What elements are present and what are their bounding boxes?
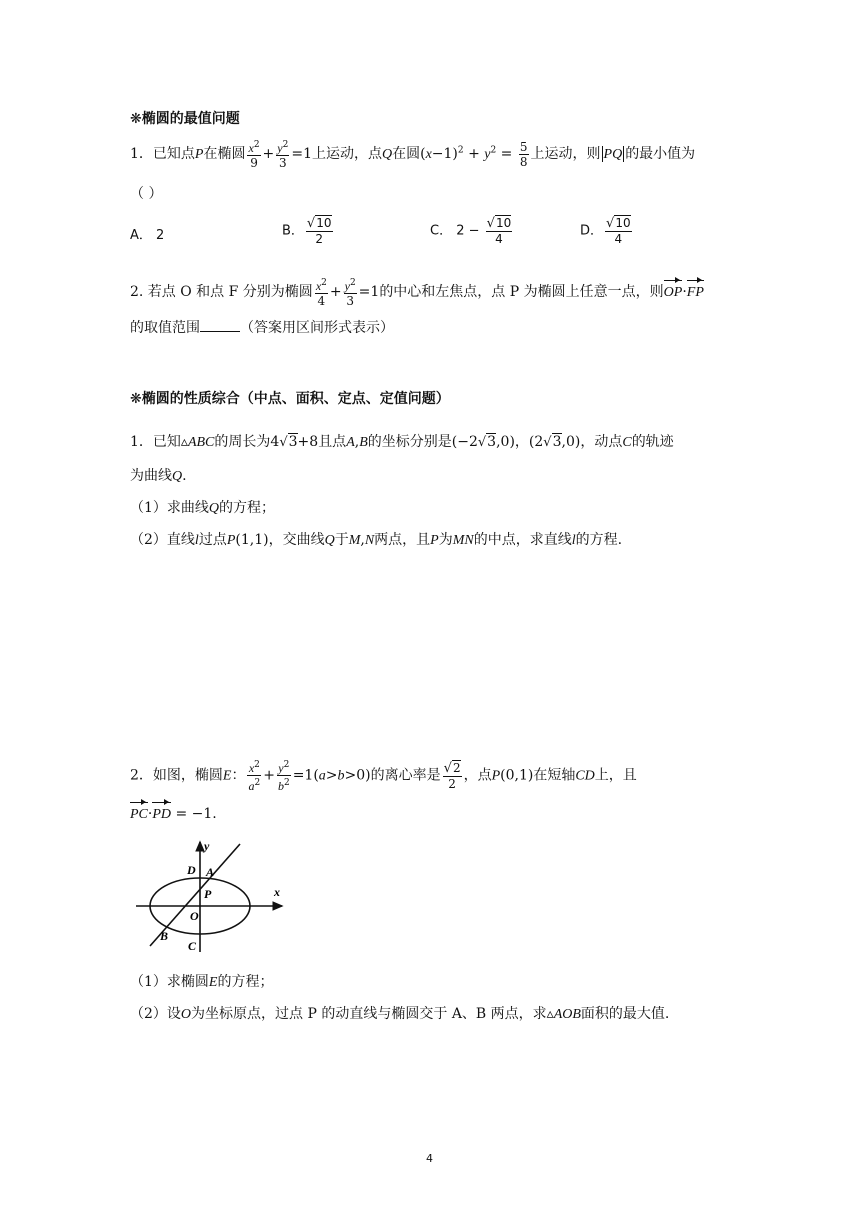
label-a: A [206,865,215,879]
q1-number: 1．已知点 [130,146,195,162]
question-3-stem: 1．已知▵ABC的周长为4√3+8且点A,B的坐标分别是(−2√3,0)，(2√3,0)，动点C的轨迹 [130,434,674,450]
section-title-extremum: ❋椭圆的最值问题 [130,111,240,127]
q1-fraction-x: $\frac{x^2}{9}$ [248,140,260,170]
question-1-stem: 1．已知点P在椭圆 $\frac{x^2}{9}$ + $\frac{y^2}{3}$ =1上运动，点Q在圆$(x-1)^2 + y^2$ = $\frac{5}{8}$ 上运动，则 PQ 的最小值为 [130,139,696,170]
label-x: x [274,885,280,899]
q3-part-2: （2）直线l过点P(1,1)，交曲线Q于M,N两点，且P为MN的中点，求直线l的方程. [130,532,623,548]
label-b: B [160,929,169,943]
page-number: 4 [426,1152,433,1165]
answer-blank[interactable] [200,319,240,332]
question-4-stem: 2．如图，椭圆E： $\frac{x^2}{a^2}$ + $\frac{y^2}{b^2}$ =1(a>b>0)的离心率是 $\frac{√2}{2}$ ，点P(0,1)在短轴CD上，且 [130,760,637,793]
question-2-stem: 2. 若点 O 和点 F 分别为椭圆 $\frac{x^2}{4}$ + $\frac{y^2}{3}$ =1的中心和左焦点，点 P 为椭圆上任意一点，则OP·FP [130,278,704,308]
q1-fraction-y: $\frac{y^2}{3}$ [277,140,289,170]
label-y: y [204,839,210,853]
q4-part-1: （1）求椭圆E的方程； [130,974,274,990]
ellipse-figure [132,836,292,960]
label-d: D [187,863,196,877]
label-c: C [188,939,197,953]
q4-part-2: （2）设O为坐标原点，过点 P 的动直线与椭圆交于 A、B 两点，求▵AOB面积的最大值. [130,1006,670,1022]
section-title-properties: ❋椭圆的性质综合（中点、面积、定点、定值问题） [130,391,450,407]
q1-option-a: A． 2 [130,228,165,243]
q3-line-2: 为曲线Q. [130,468,187,484]
label-p: P [204,887,212,901]
q2-line-2: 的取值范围 （答案用区间形式表示） [130,320,394,336]
q3-part-1: （1）求曲线Q的方程； [130,500,276,516]
q1-option-d: D． $\frac{√10}{4}$ [580,216,631,246]
q1-answer-paren: （ ） [130,186,163,202]
q1-option-c: C． 2 − $\frac{√10}{4}$ [430,216,512,246]
q1-fraction-circle: $\frac{5}{8}$ [519,139,528,169]
q1-option-b: B． $\frac{√10}{2}$ [282,216,332,246]
label-o: O [190,909,199,923]
q4-line-2: PC·PD = −1. [130,804,217,825]
